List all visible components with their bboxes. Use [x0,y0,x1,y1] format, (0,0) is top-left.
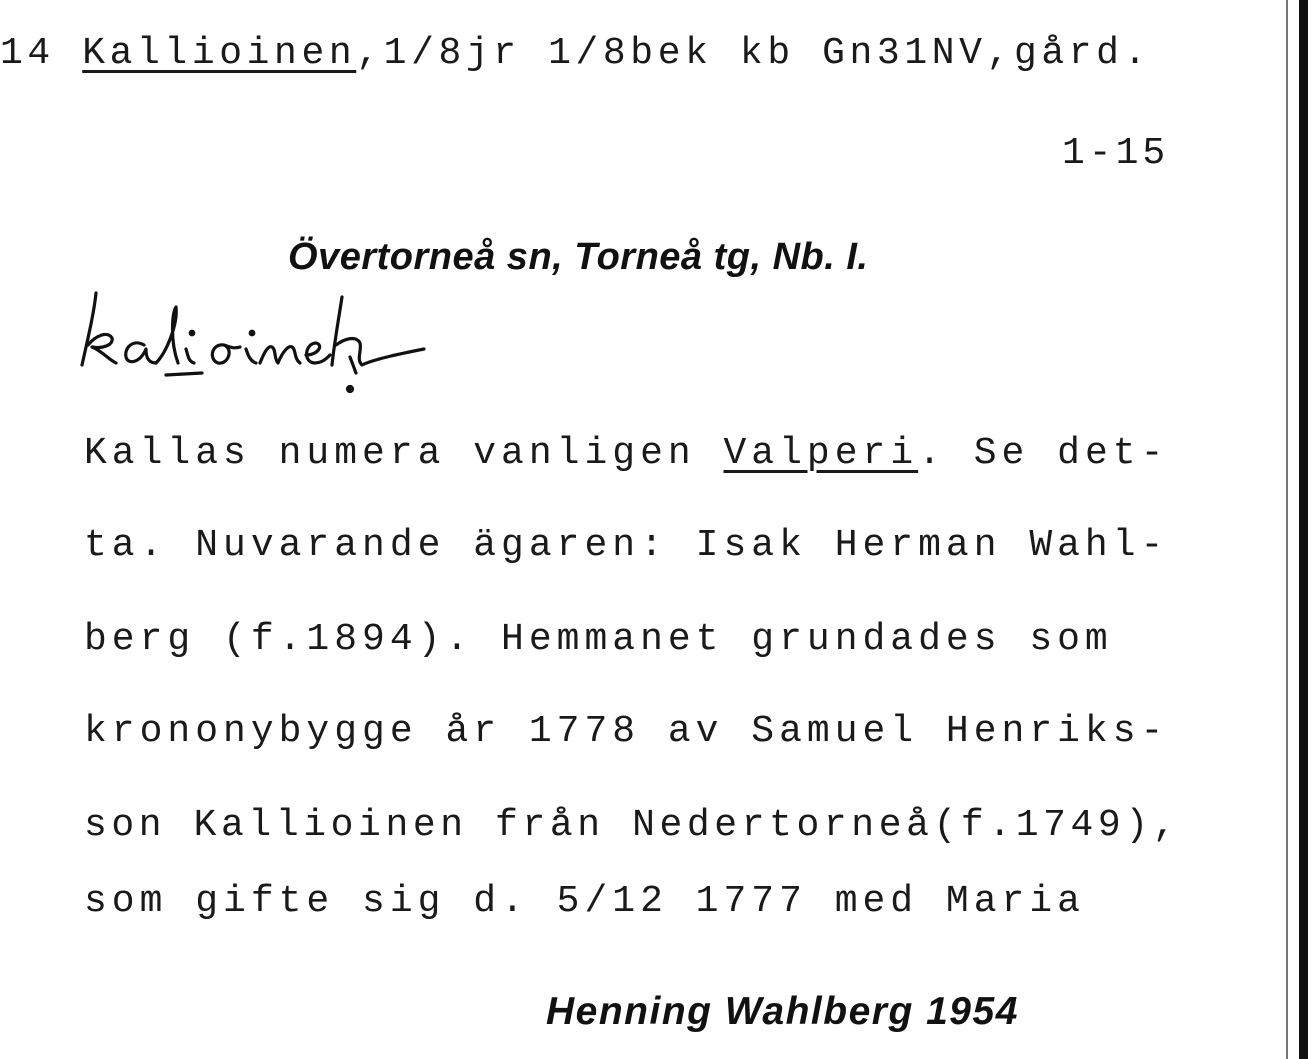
body-line-6: som gifte sig d. 5/12 1777 med Maria [84,880,1085,923]
signature: Henning Wahlberg 1954 [546,990,1019,1033]
body-line-1-end: . Se det- [918,432,1169,475]
entry-number: 14 [0,32,55,75]
body-line-4: krononybygge år 1778 av Samuel Henriks- [84,710,1169,753]
card-edge-line [1286,0,1288,1059]
card-edge-border [1299,0,1308,1059]
place-name: Kallioinen [82,32,357,75]
handwritten-name [74,283,534,393]
body-line-5: son Kallioinen från Nedertorneå(f.1749), [84,804,1181,847]
index-number: 1-15 [1062,132,1170,175]
cross-reference-valperi: Valperi [723,432,919,475]
parish-line: Övertorneå sn, Torneå tg, Nb. I. [288,236,869,278]
body-line-1-text: Kallas numera vanligen [84,432,724,475]
body-line-3: berg (f.1894). Hemmanet grundades som [84,618,1113,661]
body-line-1 [84,432,1168,475]
body-line-2: ta. Nuvarande ägaren: Isak Herman Wahl- [84,524,1169,567]
header-line [0,32,1151,75]
header-details: ,1/8jr 1/8bek kb Gn31NV,gård. [356,32,1151,75]
